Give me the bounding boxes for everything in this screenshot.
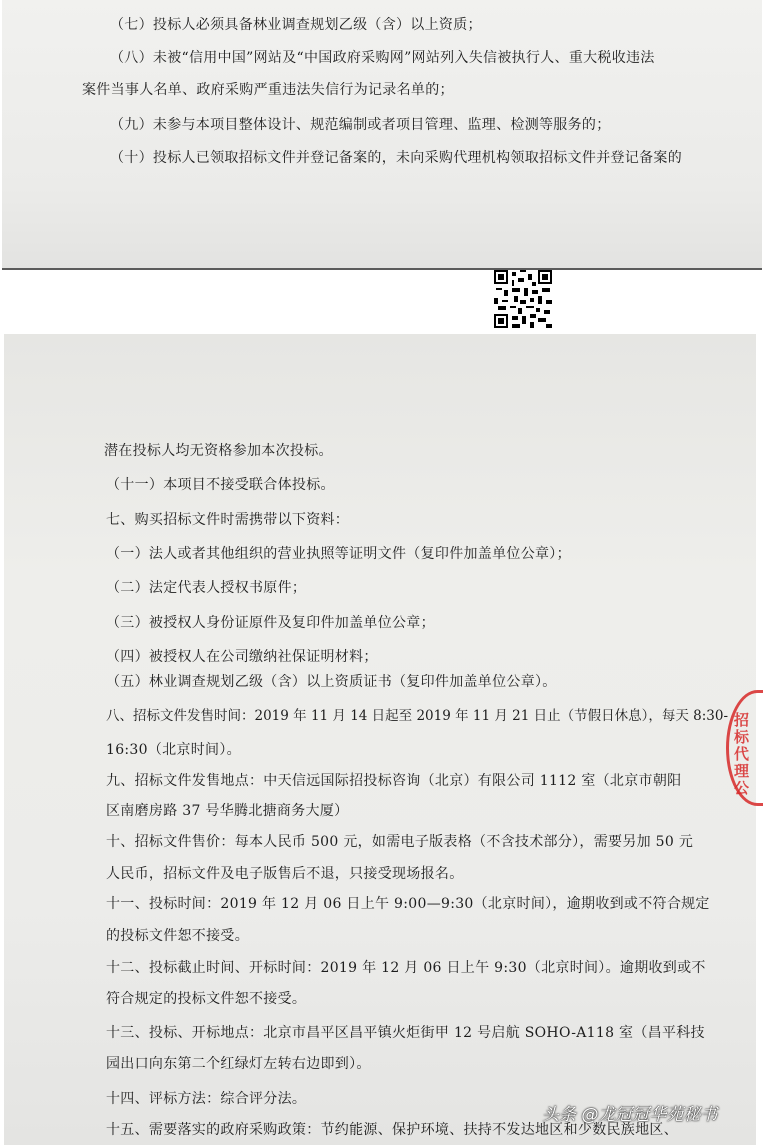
- text-line: （七）投标人必须具备林业调查规划乙级（含）以上资质；: [110, 17, 482, 33]
- text-line: 区南磨房路 37 号华腾北搪商务大厦）: [106, 803, 349, 819]
- text-line: 潜在投标人均无资格参加本次投标。: [104, 443, 333, 459]
- text-line: （八）未被“信用中国”网站及“中国政府采购网”网站列入失信被执行人、重大税收违法: [110, 50, 655, 66]
- text-line: （二）法定代表人授权书原件；: [106, 580, 307, 596]
- source-watermark: 头条 @龙冠冠华苑秘书: [542, 1105, 718, 1125]
- document-page-bottom: [4, 334, 756, 1145]
- text-line: （十一）本项目不接受联合体投标。: [106, 477, 335, 493]
- document-page-top: [2, 0, 762, 270]
- text-line: 符合规定的投标文件恕不接受。: [106, 991, 307, 1007]
- text-line: 十四、评标方法：综合评分法。: [106, 1091, 307, 1107]
- text-line: （十）投标人已领取招标文件并登记备案的，未向采购代理机构领取招标文件并登记备案的: [110, 150, 682, 166]
- text-line: 十、招标文件售价：每本人民币 500 元，如需电子版表格（不含技术部分），需要另加 50 元: [106, 834, 694, 850]
- text-line: 十二、投标截止时间、开标时间：2019 年 12 月 06 日上午 9:30（北京时间）。逾期收到或不: [106, 960, 706, 976]
- text-line: 案件当事人名单、政府采购严重违法失信行为记录名单的；: [82, 82, 454, 98]
- text-line: 人民币，招标文件及电子版售后不退，只接受现场报名。: [106, 866, 464, 882]
- text-line: 十三、投标、开标地点：北京市昌平区昌平镇火炬街甲 12 号启航 SOHO-A118 室（昌平科技: [106, 1025, 705, 1041]
- text-line: 十一、投标时间：2019 年 12 月 06 日上午 9:00—9:30（北京时间），逾期收到或不符合规定: [106, 896, 710, 912]
- text-line: 的投标文件恕不接受。: [106, 928, 249, 944]
- text-line: 七、购买招标文件时需携带以下资料：: [106, 512, 350, 528]
- text-line: 八、招标文件发售时间：2019 年 11 月 14 日起至 2019 年 11 月 21 日止（节假日休息），每天 8:30-: [106, 708, 729, 724]
- text-line: 园出口向东第二个红绿灯左转右边即到）。: [106, 1056, 371, 1072]
- text-line: （三）被授权人身份证原件及复印件加盖单位公章；: [106, 615, 435, 631]
- text-line: （四）被授权人在公司缴纳社保证明材料；: [106, 649, 378, 665]
- text-line: （九）未参与本项目整体设计、规范编制或者项目管理、监理、检测等服务的；: [110, 117, 611, 133]
- text-line: 九、招标文件发售地点：中天信远国际招投标咨询（北京）有限公司 1112 室（北京市朝阳: [106, 773, 682, 789]
- qr-code-icon: [494, 270, 552, 328]
- text-line: （一）法人或者其他组织的营业执照等证明文件（复印件加盖单位公章）；: [106, 546, 571, 562]
- text-line: （五）林业调查规划乙级（含）以上资质证书（复印件加盖单位公章）。: [106, 674, 557, 690]
- seal-stamp-text: 招标代理公: [732, 712, 750, 797]
- text-line: 十五、需要落实的政府采购政策：节约能源、保护环境、扶持不发达地区和少数民族地区、: [106, 1122, 678, 1138]
- text-line: 16:30（北京时间）。: [106, 742, 241, 758]
